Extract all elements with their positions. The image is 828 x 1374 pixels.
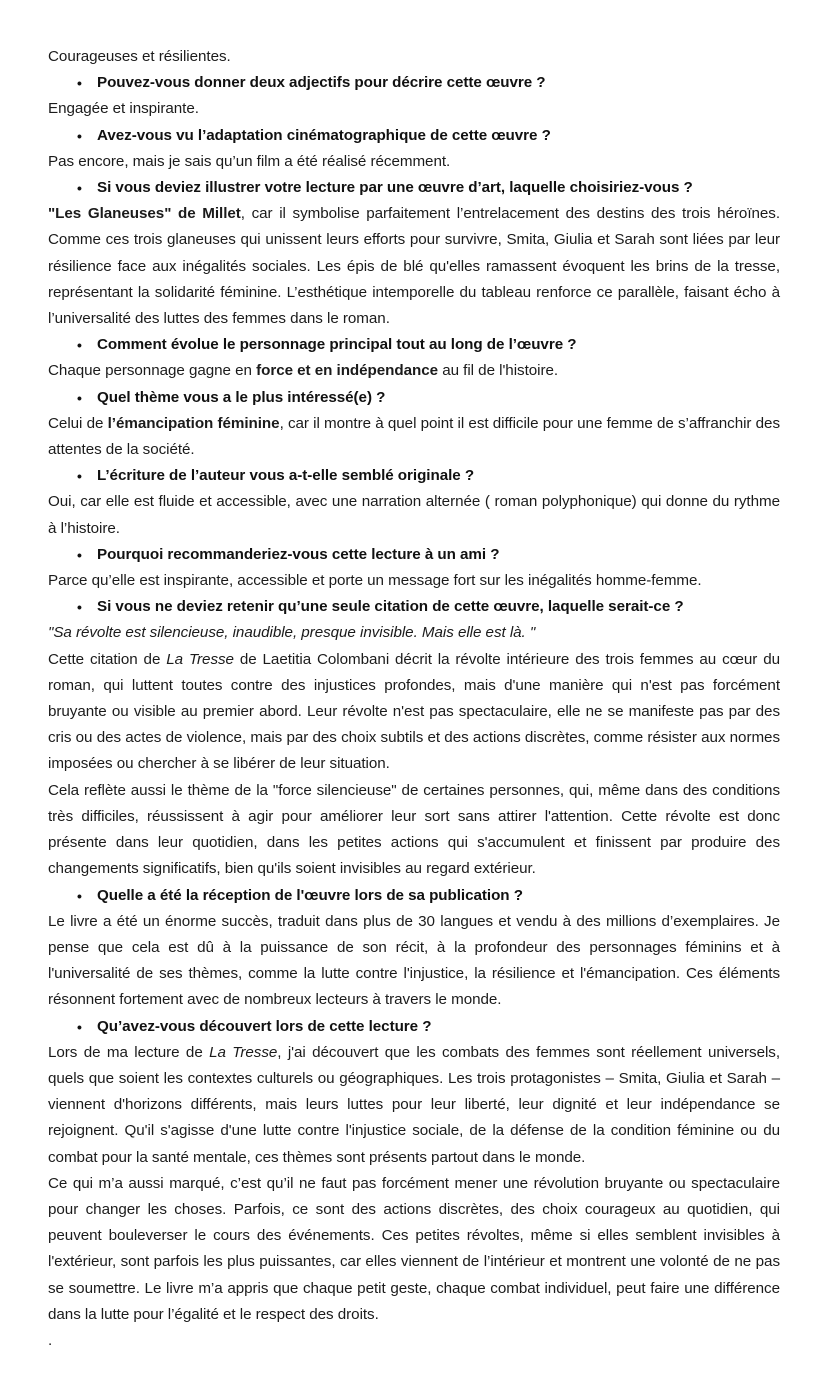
answer-ecriture-originale: Oui, car elle est fluide et accessible, avec une narration alternée ( roman polyphonique) qui donne du rythme à l’histoire.	[48, 493, 780, 537]
question-list	[48, 123, 780, 149]
answer-adaptation: Pas encore, mais je sais qu’un film a été réalisé récemment.	[48, 152, 451, 170]
question-theme-interesse: • Quel thème vous a le plus intéressé(e) ?	[48, 385, 780, 411]
question-list	[48, 1014, 780, 1040]
answer-emancipation-feminine-run-2: , car il montre à quel point il est difficile pour une femme de s’affranchir des attentes de la société.	[48, 414, 780, 459]
question-list	[48, 463, 780, 489]
answer-decouverte-lecture-run-0: Lors de ma lecture de	[48, 1043, 210, 1061]
question-citation: • Si vous ne deviez retenir qu’une seule citation de cette œuvre, laquelle serait-ce ?	[48, 594, 780, 620]
question-oeuvre-art: • Si vous deviez illustrer votre lecture par une œuvre d’art, laquelle choisiriez-vous ?	[48, 175, 780, 201]
answer-citation-texte	[48, 620, 780, 646]
answer-citation-explication	[48, 647, 780, 778]
answer-citation-explication-run-0: Cette citation de	[48, 650, 167, 668]
answer-adjectifs-intro: Courageuses et résilientes.	[48, 48, 231, 65]
answer-evolution-personnage-run-2: au fil de l'histoire.	[438, 362, 559, 380]
question-list	[48, 175, 780, 201]
document-body	[48, 44, 780, 1354]
question-recommandation: • Pourquoi recommanderiez-vous cette lecture à un ami ?	[48, 542, 780, 568]
answer-decouverte-lecture	[48, 1040, 780, 1171]
question-list	[48, 385, 780, 411]
answer-citation-explication-run-2: de Laetitia Colombani décrit la révolte intérieure des trois femmes au cœur du roman, qui luttent toutes contre des injustices profondes, mais d'une manière qui n'est pas forcément bruyante ou visible au premier abord. Leur révolte n'est pas spectaculaire, elle ne se manifeste pas par des cris ou des actes de violence, mais par des choix subtils et des actions discrètes, comme résister aux normes imposées ou chercher à se libérer de leur situation.	[48, 650, 781, 773]
question-adaptation-cinematographique: • Avez-vous vu l’adaptation cinématographique de cette œuvre ?	[48, 123, 780, 149]
answer-evolution-personnage-run-0: Chaque personnage gagne en	[48, 362, 257, 380]
question-list	[48, 332, 780, 358]
answer-citation-texte-run-0: "Sa révolte est silencieuse, inaudible, presque invisible. Mais elle est là. "	[48, 624, 536, 642]
answer-trailing-dot: .	[48, 1331, 53, 1349]
answer-les-glaneuses-run-0: "Les Glaneuses" de Millet	[48, 205, 241, 223]
question-list	[48, 594, 780, 620]
answer-evolution-personnage	[48, 358, 780, 384]
answer-recommandation: Parce qu’elle est inspirante, accessible et porte un message fort sur les inégalités homme-femme.	[48, 572, 702, 590]
question-decouverte-lecture: • Qu’avez-vous découvert lors de cette lecture ?	[48, 1014, 780, 1040]
answer-les-glaneuses-run-1: , car il symbolise parfaitement l’entrelacement des destins des trois héroïnes. Comme ces trois glaneuses qui unissent leurs efforts pour survivre, Smita, Giulia et Sarah sont liées par leur résilience face aux inégalités sociales. Les épis de blé qu'elles ramassent évoquent les brins de la tresse, représentant la solidarité féminine. L’esthétique intemporelle du tableau renforce ce parallèle, faisant écho à l’universalité des luttes des femmes dans le roman.	[48, 205, 780, 328]
question-reception-publication: • Quelle a été la réception de l'œuvre lors de sa publication ?	[48, 883, 780, 909]
answer-reception-publication: Le livre a été un énorme succès, traduit dans plus de 30 langues et vendu à des millions d’exemplaires. Je pense que cela est dû à la puissance de son récit, à la profondeur des personnages féminins et à l'universalité de ses thèmes, comme la lutte contre l'injustice, la résilience et l'émancipation. Ces éléments résonnent fortement avec de nombreux lecteurs à travers le monde.	[48, 912, 780, 1009]
answer-revolution-bruyante: Ce qui m’a aussi marqué, c’est qu’il ne faut pas forcément mener une révolution bruyante ou spectaculaire pour changer les choses. Parfois, ce sont des actions discrètes, des choix courageux au quotidien, qui peuvent bouleverser le cours des événements. Ces petites révoltes, même si elles semblent invisibles à l'extérieur, sont parfois les plus puissantes, car elles viennent de l’intérieur et montrent une volonté de ne pas se soumettre. Le livre m’a appris que chaque petit geste, chaque combat individuel, peut faire une différence dans la lutte pour l’égalité et le respect des droits.	[48, 1174, 780, 1323]
question-list	[48, 883, 780, 909]
question-ecriture-originale: • L’écriture de l’auteur vous a-t-elle semblé originale ?	[48, 463, 780, 489]
answer-emancipation-feminine	[48, 411, 780, 463]
question-deux-adjectifs: • Pouvez-vous donner deux adjectifs pour décrire cette œuvre ?	[48, 70, 780, 96]
answer-citation-explication-run-1: La Tresse	[166, 650, 234, 668]
answer-emancipation-feminine-run-1: l’émancipation féminine	[107, 414, 280, 432]
answer-force-silencieuse: Cela reflète aussi le thème de la "force silencieuse" de certaines personnes, qui, même dans des conditions très difficiles, réussissent à agir pour améliorer leur sort sans attirer l'attention. Cette révolte est donc présente dans leur quotidien, dans les petites actions qui s'accumulent et finissent par produire des changements significatifs, bien qu'ils soient invisibles au regard extérieur.	[48, 781, 780, 878]
question-list	[48, 542, 780, 568]
question-list	[48, 70, 780, 96]
answer-decouverte-lecture-run-2: , j'ai découvert que les combats des femmes sont réellement universels, quels que soient les contextes culturels ou géographiques. Les trois protagonistes – Smita, Giulia et Sarah – viennent d'horizons différents, mais leurs luttes pour leur liberté, leur dignité et leur indépendance se rejoignent. Qu'il s'agisse d'une lutte contre l'injustice sociale, de la défense de la condition féminine ou du combat pour la santé mentale, ces thèmes sont présents partout dans le monde.	[48, 1043, 781, 1166]
answer-decouverte-lecture-run-1: La Tresse	[209, 1043, 278, 1061]
answer-les-glaneuses	[48, 201, 780, 332]
answer-engagee-inspirante: Engagée et inspirante.	[48, 100, 199, 118]
answer-evolution-personnage-run-1: force et en indépendance	[256, 362, 439, 380]
answer-emancipation-feminine-run-0: Celui de	[48, 414, 108, 432]
question-evolution-personnage: • Comment évolue le personnage principal tout au long de l’œuvre ?	[48, 332, 780, 358]
